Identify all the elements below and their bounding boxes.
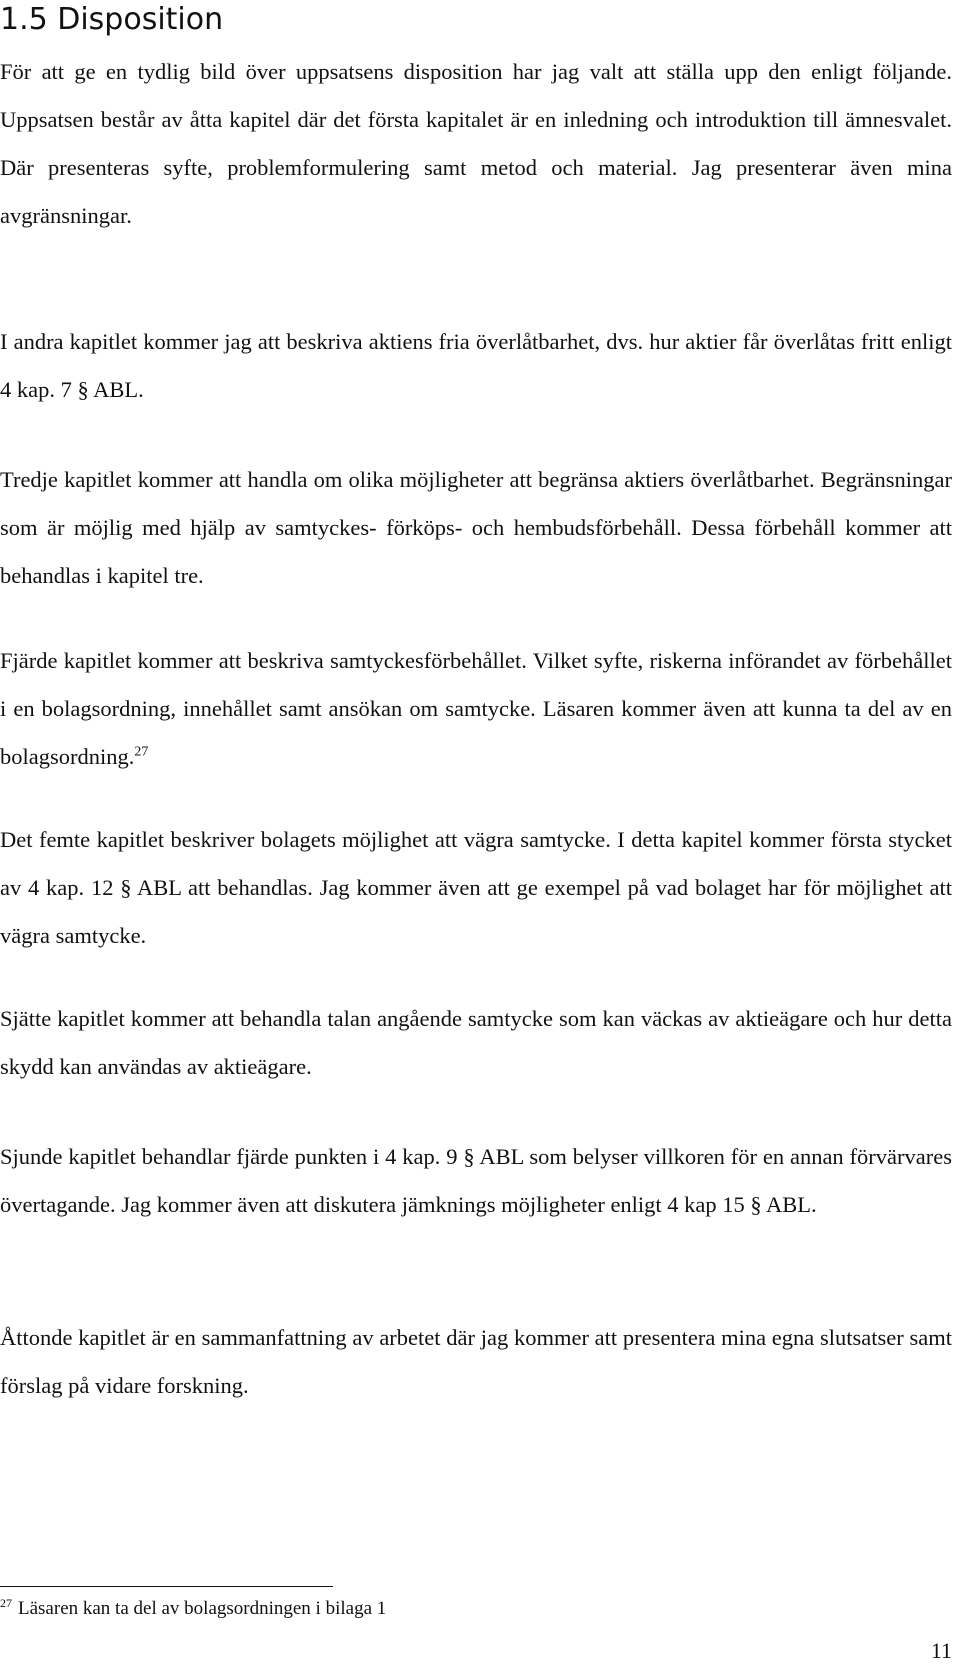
section-heading: 1.5 Disposition xyxy=(0,2,224,37)
footnote-text: Läsaren kan ta del av bolagsordningen i bilaga 1 xyxy=(18,1598,387,1619)
paragraph-chapter-7: Sjunde kapitlet behandlar fjärde punkten i 4 kap. 9 § ABL som belyser villkoren för en annan förvärvares övertagande. Jag kommer även att diskutera jämknings möjligheter enligt 4 kap 15 § ABL. xyxy=(0,1144,952,1217)
paragraph-chapter-3: Tredje kapitlet kommer att handla om olika möjligheter att begränsa aktiers överlåtbarhet. Begränsningar som är möjlig med hjälp av samtyckes- förköps- och hembudsförbehåll. Dessa förbehåll kommer att behandlas i kapitel tre. xyxy=(0,467,952,588)
paragraph-chapter-2: I andra kapitlet kommer jag att beskriva aktiens fria överlåtbarhet, dvs. hur aktier får överlåtas fritt enligt 4 kap. 7 § ABL. xyxy=(0,329,952,402)
paragraph-chapter-6: Sjätte kapitlet kommer att behandla talan angående samtycke som kan väckas av aktieägare och hur detta skydd kan användas av aktieägare. xyxy=(0,1006,952,1079)
page-number: 11 xyxy=(930,1638,952,1663)
footnote xyxy=(0,1596,386,1622)
footnote-separator xyxy=(0,1586,333,1587)
paragraph-chapter-8: Åttonde kapitlet är en sammanfattning av arbetet där jag kommer att presentera mina egna slutsatser samt förslag på vidare forskning. xyxy=(0,1325,952,1398)
paragraph-chapter-5: Det femte kapitlet beskriver bolagets möjlighet att vägra samtycke. I detta kapitel kommer första stycket av 4 kap. 12 § ABL att behandlas. Jag kommer även att ge exempel på vad bolaget har för möjlighet att vägra samtycke. xyxy=(0,827,952,948)
paragraph-intro: För att ge en tydlig bild över uppsatsens disposition har jag valt att ställa upp den enligt följande. Uppsatsen består av åtta kapitel där det första kapitalet är en inledning och introduktion till ämnesvalet. Där presenteras syfte, problemformulering samt metod och material. Jag presenterar även mina avgränsningar. xyxy=(0,59,952,228)
footnote-reference: 27 xyxy=(134,744,149,760)
paragraph-chapter-4 xyxy=(0,637,952,781)
paragraph-chapter-4-text: Fjärde kapitlet kommer att beskriva samtyckesförbehållet. Vilket syfte, riskerna införandet av förbehållet i en bolagsordning, innehållet samt ansökan om samtycke. Läsaren kommer även att kunna ta del av en bolagsordning. xyxy=(0,648,952,769)
footnote-number: 27 xyxy=(0,1595,12,1610)
